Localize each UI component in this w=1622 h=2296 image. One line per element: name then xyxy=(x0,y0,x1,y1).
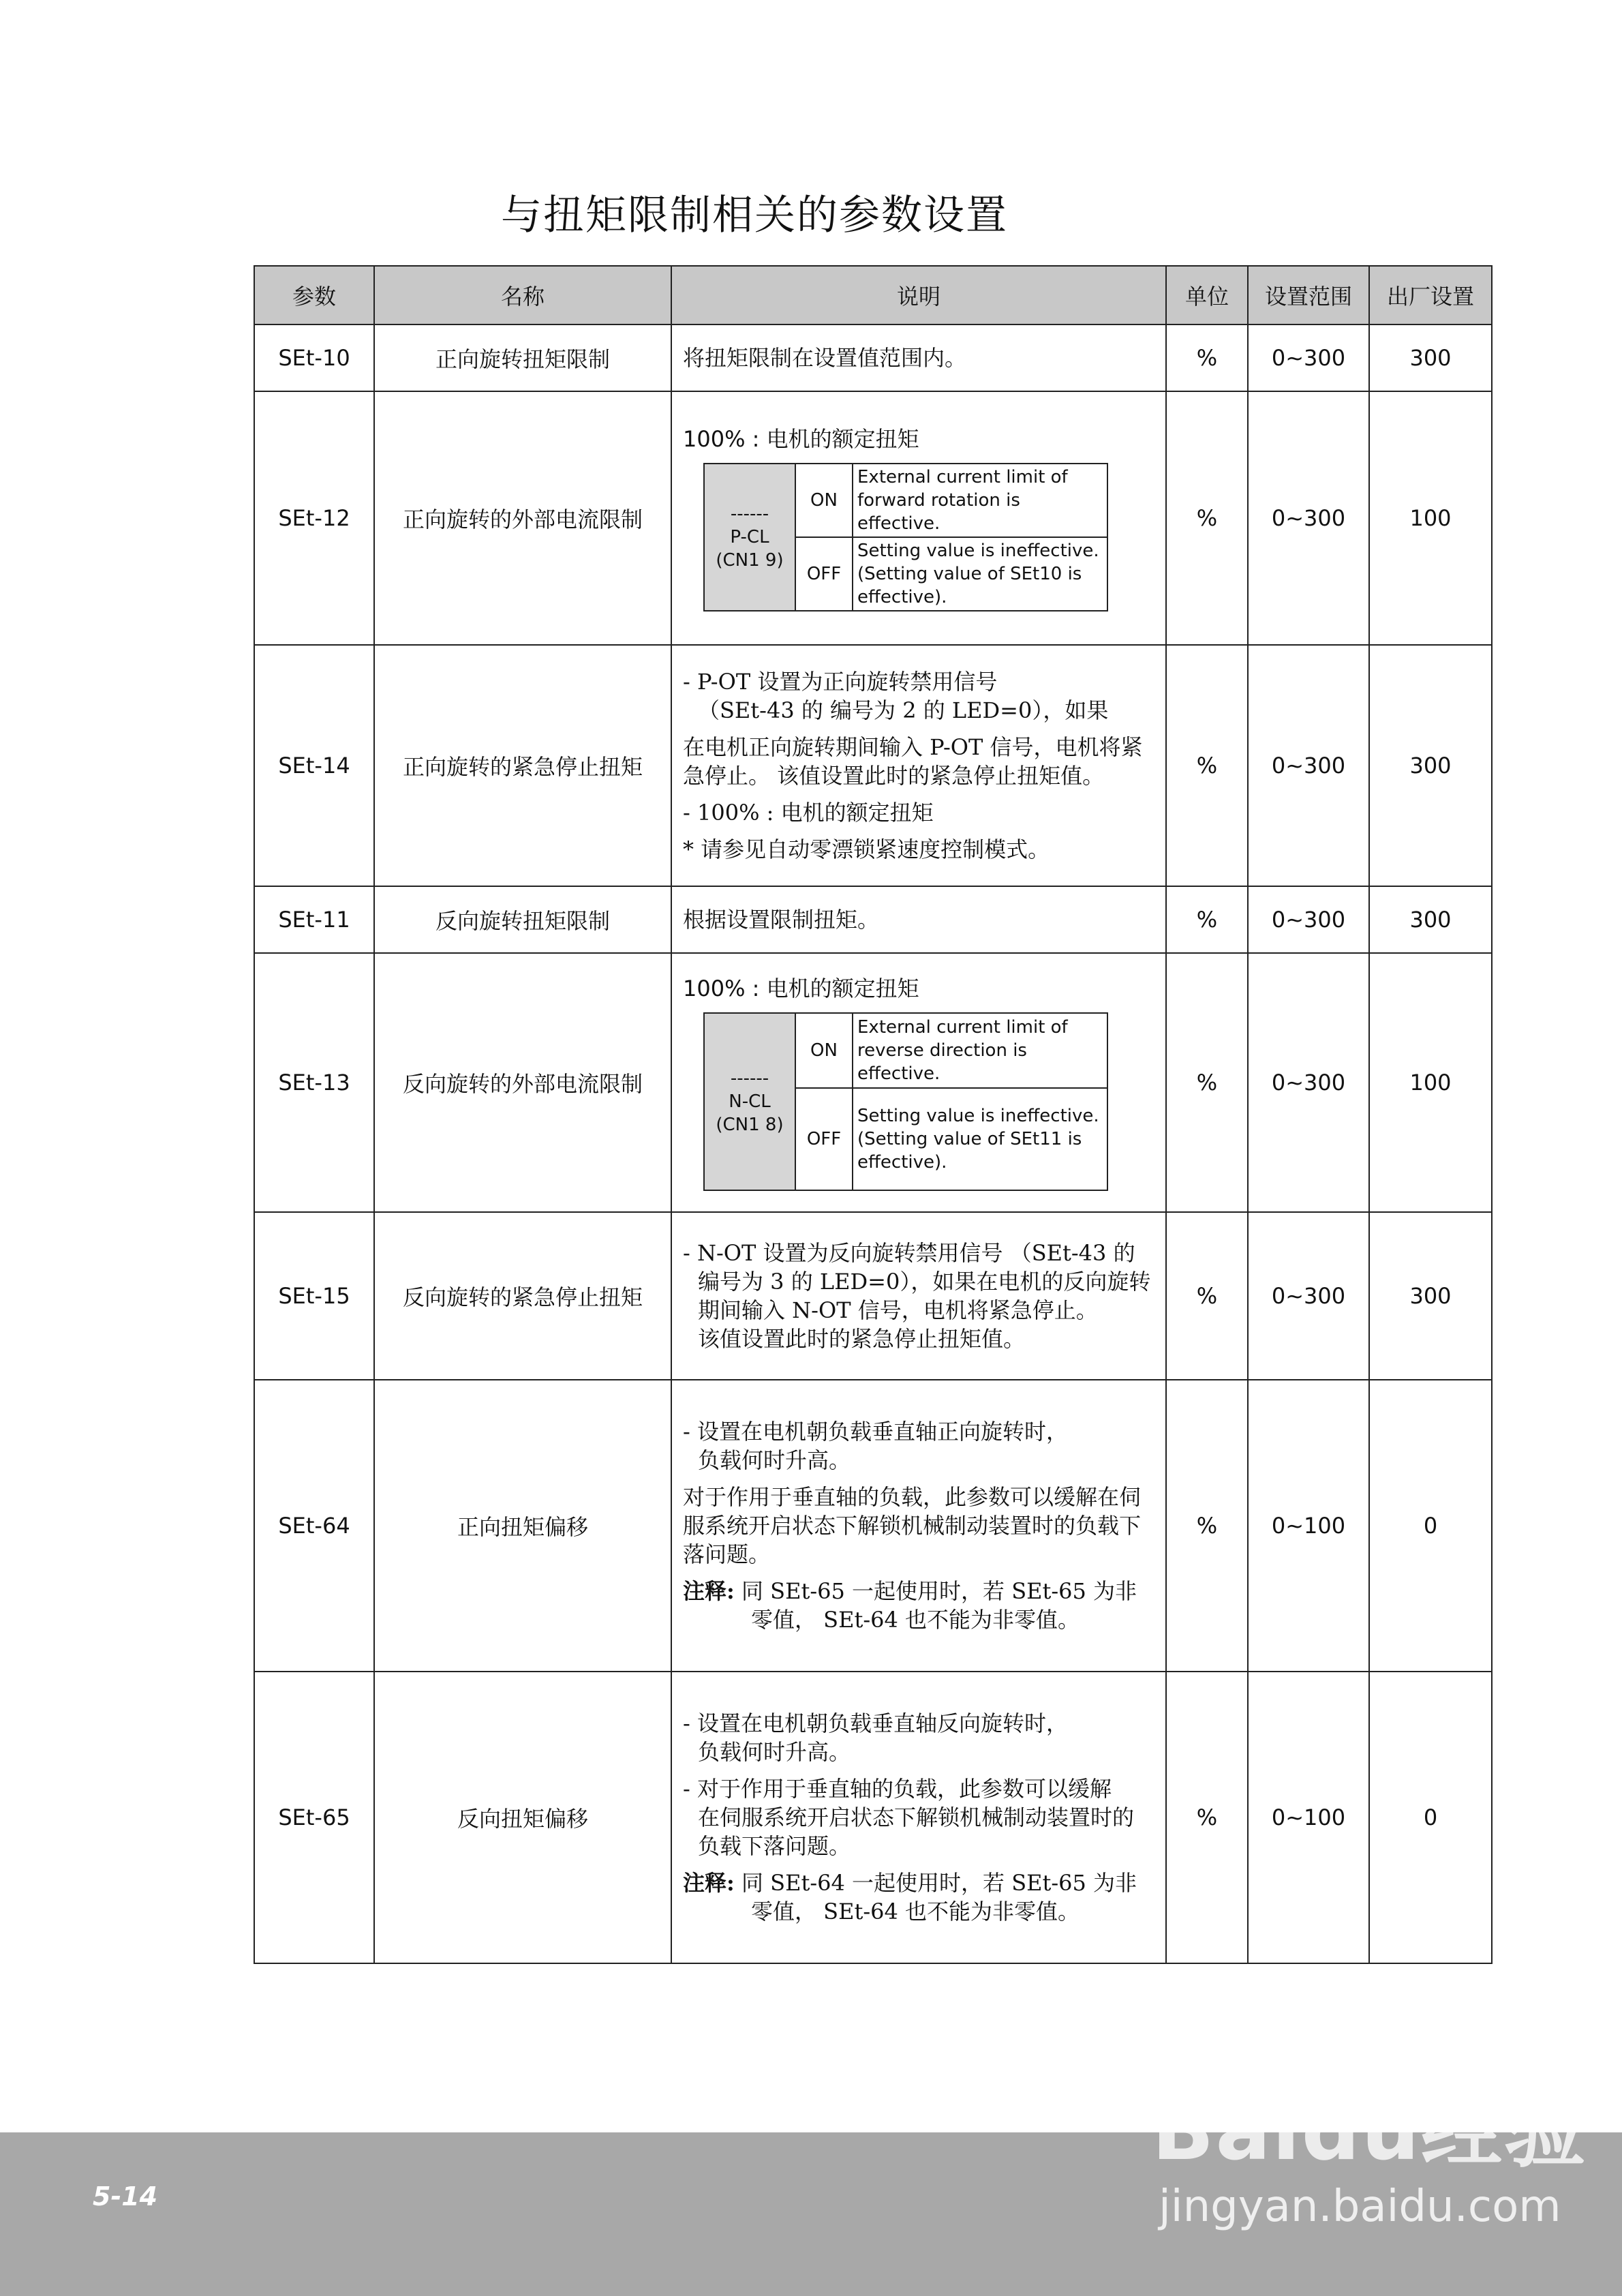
param-unit: % xyxy=(1166,886,1248,953)
desc-line: - 对于作用于垂直轴的负载，此参数可以缓解 xyxy=(683,1776,1112,1802)
header-description: 说明 xyxy=(671,266,1166,324)
table-header-row xyxy=(254,266,1492,324)
signal-cell xyxy=(704,1013,795,1190)
param-code: SEt-64 xyxy=(254,1380,374,1672)
param-code: SEt-13 xyxy=(254,953,374,1212)
desc-line: 将扭矩限制在设置值范围内。 xyxy=(683,345,967,371)
desc-line: 编号为 3 的 LED=0），如果在电机的反向旋转期间输入 N-OT 信号，电机将紧急停止。 xyxy=(698,1269,1151,1323)
signal-pin: (CN1 9) xyxy=(716,550,784,571)
signal-dash: ------ xyxy=(730,1068,769,1089)
param-code: SEt-15 xyxy=(254,1212,374,1380)
note xyxy=(683,1869,1153,1897)
page-title: 与扭矩限制相关的参数设置 xyxy=(501,192,1008,239)
signal-off-label: OFF xyxy=(795,1088,853,1190)
note xyxy=(683,1577,1153,1605)
note-label: 注释: xyxy=(683,1578,735,1604)
note-label: 注释: xyxy=(683,1870,735,1896)
param-range: 0~300 xyxy=(1248,886,1369,953)
header-param: 参数 xyxy=(254,266,374,324)
param-unit: % xyxy=(1166,953,1248,1212)
header-range: 设置范围 xyxy=(1248,266,1369,324)
param-unit: % xyxy=(1166,1672,1248,1963)
param-range: 0~300 xyxy=(1248,391,1369,645)
note-line: 零值， SEt-64 也不能为非零值。 xyxy=(751,1899,1080,1924)
param-name: 反向旋转扭矩限制 xyxy=(374,886,671,953)
param-default: 100 xyxy=(1369,953,1492,1212)
param-code: SEt-14 xyxy=(254,645,374,886)
signal-off-text: Setting value is ineffective. (Setting value of SEt10 is effective). xyxy=(853,537,1107,611)
param-name: 正向旋转的外部电流限制 xyxy=(374,391,671,645)
param-description xyxy=(671,886,1166,953)
desc-line: 该值设置此时的紧急停止扭矩值。 xyxy=(698,1326,1026,1352)
signal-off-text: Setting value is ineffective. (Setting value of SEt11 is effective). xyxy=(853,1088,1107,1190)
param-description xyxy=(671,1672,1166,1963)
header-unit: 单位 xyxy=(1166,266,1248,324)
param-default: 300 xyxy=(1369,324,1492,391)
desc-line: - 100% : 电机的额定扭矩 xyxy=(683,800,934,826)
page-number: 5-14 xyxy=(93,2181,158,2211)
table-row xyxy=(254,1212,1492,1380)
desc-line: 对于作用于垂直轴的负载，此参数可以缓解在伺服系统开启状态下解锁机械制动装置时的负载下落问题。 xyxy=(683,1484,1142,1567)
param-default: 300 xyxy=(1369,1212,1492,1380)
param-name: 反向旋转的紧急停止扭矩 xyxy=(374,1212,671,1380)
param-description xyxy=(671,324,1166,391)
param-default: 300 xyxy=(1369,645,1492,886)
desc-line: 根据设置限制扭矩。 xyxy=(683,907,880,933)
param-range: 0~300 xyxy=(1248,953,1369,1212)
signal-dash: ------ xyxy=(730,504,769,524)
param-code: SEt-10 xyxy=(254,324,374,391)
param-unit: % xyxy=(1166,1380,1248,1672)
param-code: SEt-11 xyxy=(254,886,374,953)
param-default: 0 xyxy=(1369,1672,1492,1963)
param-range: 0~100 xyxy=(1248,1672,1369,1963)
param-name: 正向旋转的紧急停止扭矩 xyxy=(374,645,671,886)
signal-on-label: ON xyxy=(795,1013,853,1088)
desc-line: - N-OT 设置为反向旋转禁用信号 （SEt-43 的 xyxy=(683,1240,1135,1266)
param-range: 0~300 xyxy=(1248,1212,1369,1380)
param-description xyxy=(671,391,1166,645)
desc-line: * 请参见自动零漂锁紧速度控制模式。 xyxy=(683,836,1050,862)
param-description xyxy=(671,1212,1166,1380)
param-range: 0~300 xyxy=(1248,645,1369,886)
table-row xyxy=(254,645,1492,886)
desc-line: 100% : 电机的额定扭矩 xyxy=(683,976,919,1001)
watermark-logo: Baidu经验 xyxy=(1152,2084,1587,2179)
signal-on-text: External current limit of forward rotation is effective. xyxy=(853,464,1107,537)
desc-line: 在电机正向旋转期间输入 P-OT 信号，电机将紧急停止。 该值设置此时的紧急停止扭矩值。 xyxy=(683,734,1143,789)
signal-off-label: OFF xyxy=(795,537,853,611)
param-description xyxy=(671,1380,1166,1672)
header-name: 名称 xyxy=(374,266,671,324)
param-unit: % xyxy=(1166,1212,1248,1380)
table-row xyxy=(254,953,1492,1212)
param-unit: % xyxy=(1166,324,1248,391)
desc-line: - 设置在电机朝负载垂直轴正向旋转时， xyxy=(683,1419,1068,1445)
signal-name: P-CL xyxy=(730,527,769,547)
note-line: 同 SEt-65 一起使用时，若 SEt-65 为非 xyxy=(741,1578,1137,1604)
param-default: 100 xyxy=(1369,391,1492,645)
note-line: 同 SEt-64 一起使用时，若 SEt-65 为非 xyxy=(741,1870,1137,1896)
desc-line: 在伺服系统开启状态下解锁机械制动装置时的负载下落问题。 xyxy=(698,1804,1135,1859)
table-row xyxy=(254,886,1492,953)
param-unit: % xyxy=(1166,645,1248,886)
param-default: 300 xyxy=(1369,886,1492,953)
signal-table xyxy=(703,1012,1108,1191)
param-name: 正向扭矩偏移 xyxy=(374,1380,671,1672)
signal-table xyxy=(703,463,1108,611)
param-code: SEt-12 xyxy=(254,391,374,645)
param-default: 0 xyxy=(1369,1380,1492,1672)
param-name: 反向旋转的外部电流限制 xyxy=(374,953,671,1212)
table-row xyxy=(254,324,1492,391)
param-range: 0~300 xyxy=(1248,324,1369,391)
parameter-table xyxy=(254,265,1493,1964)
header-default: 出厂设置 xyxy=(1369,266,1492,324)
table-row xyxy=(254,1672,1492,1963)
watermark-url: jingyan.baidu.com xyxy=(1159,2181,1561,2232)
desc-line: - 设置在电机朝负载垂直轴反向旋转时， xyxy=(683,1710,1068,1736)
param-description xyxy=(671,953,1166,1212)
table-row xyxy=(254,1380,1492,1672)
param-description xyxy=(671,645,1166,886)
table-row xyxy=(254,391,1492,645)
param-name: 反向扭矩偏移 xyxy=(374,1672,671,1963)
signal-on-text: External current limit of reverse direction is effective. xyxy=(853,1013,1107,1088)
signal-pin: (CN1 8) xyxy=(716,1115,784,1135)
param-code: SEt-65 xyxy=(254,1672,374,1963)
signal-cell xyxy=(704,464,795,611)
desc-line: - P-OT 设置为正向旋转禁用信号 xyxy=(683,669,998,695)
desc-line: 负载何时升高。 xyxy=(698,1739,851,1765)
param-unit: % xyxy=(1166,391,1248,645)
signal-on-label: ON xyxy=(795,464,853,537)
desc-line: 100% : 电机的额定扭矩 xyxy=(683,426,919,452)
signal-name: N-CL xyxy=(729,1091,771,1112)
param-range: 0~100 xyxy=(1248,1380,1369,1672)
desc-line: 负载何时升高。 xyxy=(698,1447,851,1473)
param-name: 正向旋转扭矩限制 xyxy=(374,324,671,391)
note-line: 零值， SEt-64 也不能为非零值。 xyxy=(751,1607,1080,1633)
desc-line: （SEt-43 的 编号为 2 的 LED=0），如果 xyxy=(698,697,1109,723)
